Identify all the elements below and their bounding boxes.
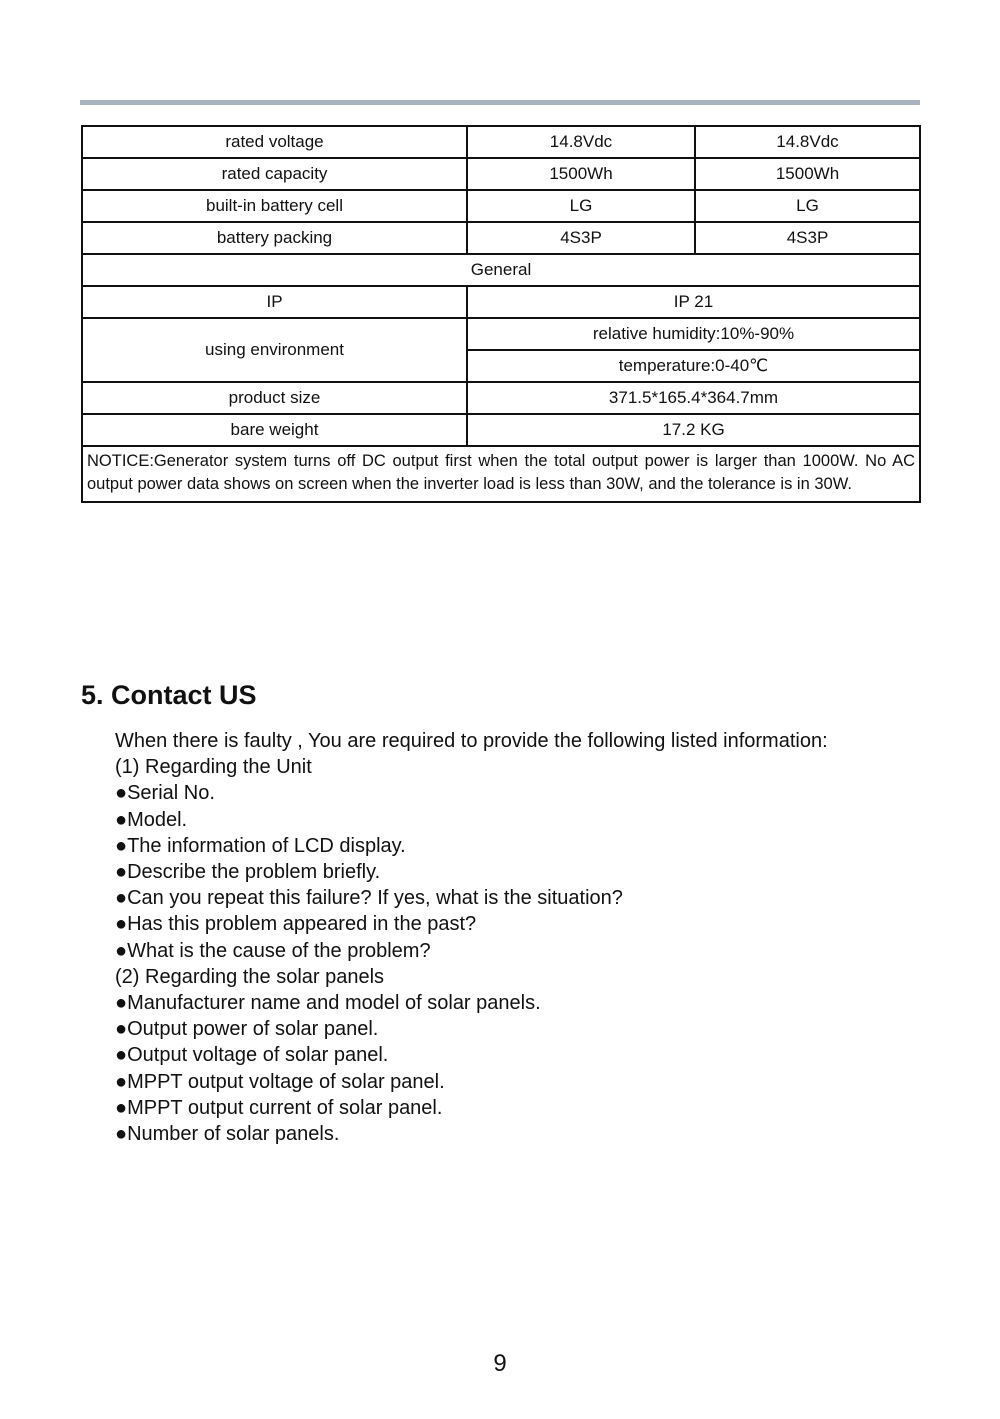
spec-label: rated voltage [82, 126, 467, 158]
specification-table [81, 125, 921, 503]
humidity-value: relative humidity:10%-90% [467, 318, 920, 350]
list-item: ●Serial No. [115, 782, 215, 805]
spec-label: built-in battery cell [82, 190, 467, 222]
page-number: 9 [493, 1350, 507, 1377]
list-item: ●Model. [115, 808, 188, 831]
spec-value: 4S3P [695, 222, 920, 254]
spec-label: bare weight [82, 414, 467, 446]
spec-value: LG [467, 190, 695, 222]
table-row [82, 318, 920, 350]
spec-label: rated capacity [82, 158, 467, 190]
section-title: 5. Contact US [81, 680, 257, 710]
spec-value: 14.8Vdc [695, 126, 920, 158]
list-item: ●Describe the problem briefly. [115, 861, 381, 884]
list-item: (2) Regarding the solar panels [115, 965, 385, 988]
list-item: ●Output power of solar panel. [115, 1018, 379, 1041]
list-item: ●What is the cause of the problem? [115, 939, 431, 962]
list-item: ●MPPT output current of solar panel. [115, 1096, 443, 1119]
list-item: ●Number of solar panels. [115, 1123, 340, 1146]
spec-value: LG [695, 190, 920, 222]
spec-value: 1500Wh [467, 158, 695, 190]
list-item: ●Output voltage of solar panel. [115, 1044, 389, 1067]
table-row [82, 382, 920, 414]
temperature-value: temperature:0-40℃ [467, 350, 920, 382]
table-row [82, 158, 920, 190]
table-row [82, 254, 920, 286]
contact-info-list [115, 728, 915, 1147]
table-row [82, 446, 920, 502]
header-rule [80, 100, 920, 105]
list-item: ●Has this problem appeared in the past? [115, 913, 477, 936]
table-row [82, 222, 920, 254]
general-section-header: General [82, 254, 920, 286]
spec-value: 4S3P [467, 222, 695, 254]
list-item: ●Manufacturer name and model of solar panels. [115, 992, 541, 1015]
table-row [82, 286, 920, 318]
spec-label: IP [82, 286, 467, 318]
spec-label: battery packing [82, 222, 467, 254]
list-item: ●Can you repeat this failure? If yes, what is the situation? [115, 887, 623, 910]
spec-value: 17.2 KG [467, 414, 920, 446]
list-item: (1) Regarding the Unit [115, 756, 312, 779]
list-item: When there is faulty , You are required to provide the following listed information: [115, 730, 828, 752]
table-row [82, 414, 920, 446]
list-item: ●The information of LCD display. [115, 834, 406, 857]
spec-label: using environment [82, 318, 467, 382]
spec-label: product size [82, 382, 467, 414]
table-row [82, 190, 920, 222]
spec-value: IP 21 [467, 286, 920, 318]
spec-value: 1500Wh [695, 158, 920, 190]
list-item: ●MPPT output voltage of solar panel. [115, 1070, 445, 1093]
spec-value: 371.5*165.4*364.7mm [467, 382, 920, 414]
spec-value: 14.8Vdc [467, 126, 695, 158]
table-row [82, 126, 920, 158]
notice-text: NOTICE:Generator system turns off DC output first when the total output power is larger than 1000W. No AC output power data shows on screen when the inverter load is less than 30W, and the tolerance is in 30W. [82, 446, 920, 502]
